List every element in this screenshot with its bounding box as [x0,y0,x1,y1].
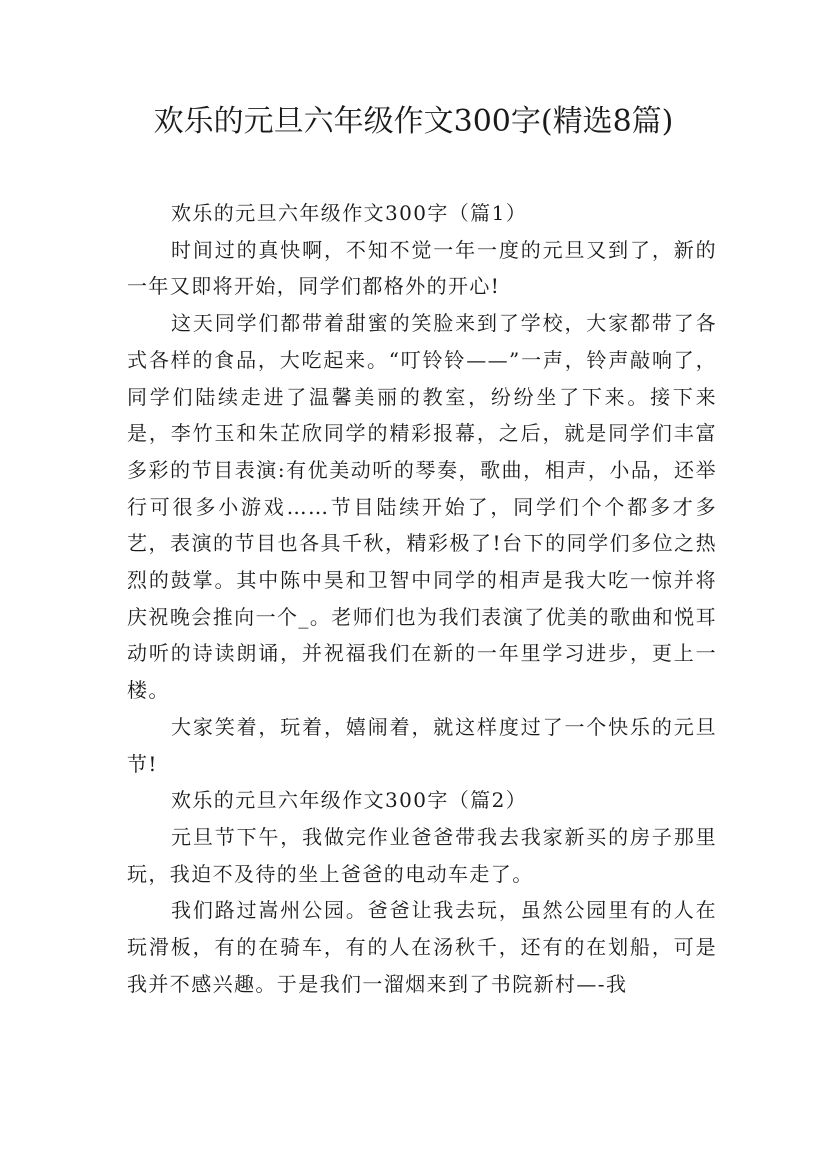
paragraph: 这天同学们都带着甜蜜的笑脸来到了学校，大家都带了各式各样的食品，大吃起来。“叮铃铃——”一声，铃声敲响了，同学们陆续走进了温馨美丽的教室，纷纷坐了下来。接下来是，李竹玉和朱芷欣同学的精彩报幕，之后，就是同学们丰富多彩的节目表演:有优美动听的琴奏，歌曲，相声，小品，还举行可很多小游戏……节目陆续开始了，同学们个个都多才多艺，表演的节目也各具千秋，精彩极了!台下的同学们多位之热烈的鼓掌。其中陈中昊和卫智中同学的相声是我大吃一惊并将庆祝晚会推向一个_。老师们也为我们表演了优美的歌曲和悦耳动听的诗读朗诵，并祝福我们在新的一年里学习进步，更上一楼。 [127,311,717,703]
paragraph: 大家笑着，玩着，嬉闹着，就这样度过了一个快乐的元旦节! [127,714,717,776]
paragraph: 我们路过嵩州公园。爸爸让我去玩，虽然公园里有的人在玩滑板，有的在骑车，有的人在汤秋千，还有的在划船，可是我并不感兴趣。于是我们一溜烟来到了书院新村—-我 [127,898,717,996]
section-heading-2: 欢乐的元旦六年级作文300字（篇2） [171,788,528,813]
section-heading-1: 欢乐的元旦六年级作文300字（篇1） [171,201,528,225]
document-title: 欢乐的元旦六年级作文300字(精选8篇) [153,104,674,139]
paragraph: 时间过的真快啊，不知不觉一年一度的元旦又到了，新的一年又即将开始，同学们都格外的开心! [127,237,717,299]
document-body [127,195,717,1002]
paragraph: 元旦节下午，我做完作业爸爸带我去我家新买的房子那里玩，我迫不及待的坐上爸爸的电动车走了。 [127,824,717,886]
